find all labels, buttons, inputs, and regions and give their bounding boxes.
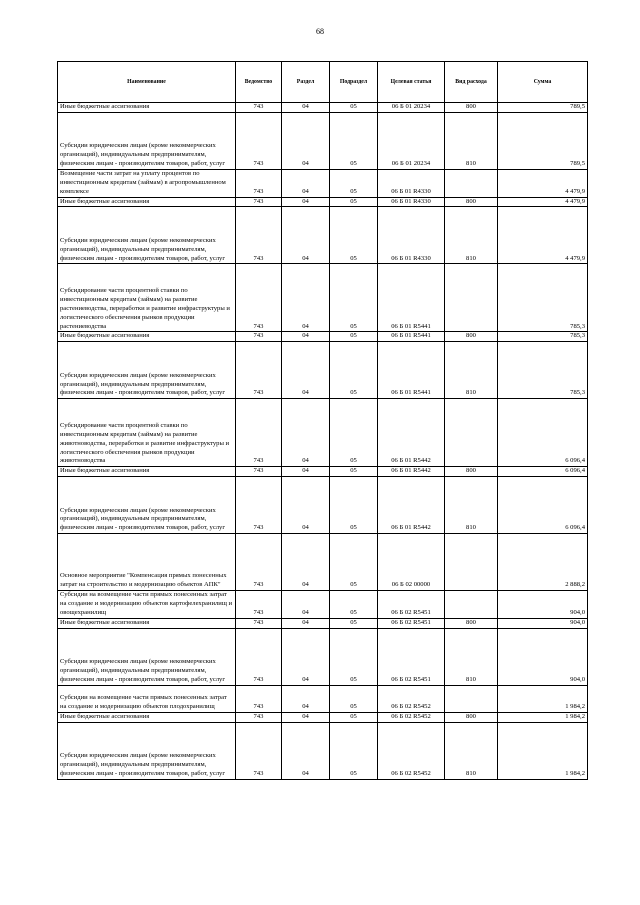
header-target-item: Целевая статья (378, 62, 445, 103)
target-item-cell: 06 Б 01 R5441 (378, 332, 445, 342)
name-cell: Субсидии юридическим лицам (кроме некоммерческих организаций), индивидуальным предпринимателям, физическим лицам - производителям товаров, работ, услуг (58, 477, 236, 534)
department-cell: 743 (236, 342, 282, 399)
table-row (58, 591, 588, 619)
target-item-cell: 06 Б 02 R5451 (378, 628, 445, 685)
target-item-cell: 06 Б 01 R5442 (378, 477, 445, 534)
expense-type-cell: 810 (445, 342, 498, 399)
target-item-cell: 06 Б 01 R4330 (378, 169, 445, 197)
section-cell: 04 (282, 169, 330, 197)
sum-cell: 6 096,4 (498, 399, 588, 467)
name-cell: Субсидии на возмещение части прямых понесенных затрат на создание и модернизацию объектов картофелехранилищ и овощехранилищ (58, 591, 236, 619)
section-cell: 04 (282, 399, 330, 467)
department-cell: 743 (236, 685, 282, 712)
sum-cell: 2 888,2 (498, 534, 588, 591)
page-number: 68 (316, 27, 324, 36)
header-subsection: Подраздел (330, 62, 378, 103)
section-cell: 04 (282, 342, 330, 399)
table-row (58, 628, 588, 685)
section-cell: 04 (282, 685, 330, 712)
expense-type-cell: 800 (445, 618, 498, 628)
budget-table (57, 61, 588, 780)
sum-cell: 1 984,2 (498, 712, 588, 722)
name-cell: Субсидирование части процентной ставки по инвестиционным кредитам (займам) на развитие растениеводства, переработки и развитие инфраструктуры и логистического обеспечения рынков продукции растениеводства (58, 264, 236, 332)
name-cell: Субсидии юридическим лицам (кроме некоммерческих организаций), индивидуальным предпринимателям, физическим лицам - производителям товаров, работ, услуг (58, 628, 236, 685)
expense-type-cell: 810 (445, 722, 498, 779)
table-row (58, 467, 588, 477)
sum-cell: 6 096,4 (498, 467, 588, 477)
target-item-cell: 06 Б 01 20234 (378, 103, 445, 113)
table-row (58, 722, 588, 779)
sum-cell: 904,0 (498, 618, 588, 628)
sum-cell: 904,0 (498, 628, 588, 685)
subsection-cell: 05 (330, 477, 378, 534)
subsection-cell: 05 (330, 591, 378, 619)
subsection-cell: 05 (330, 169, 378, 197)
target-item-cell: 06 Б 01 20234 (378, 112, 445, 169)
section-cell: 04 (282, 477, 330, 534)
expense-type-cell (445, 591, 498, 619)
subsection-cell: 05 (330, 264, 378, 332)
subsection-cell: 05 (330, 112, 378, 169)
target-item-cell: 06 Б 01 R4330 (378, 197, 445, 207)
sum-cell: 4 479,9 (498, 169, 588, 197)
sum-cell: 789,5 (498, 112, 588, 169)
subsection-cell: 05 (330, 197, 378, 207)
section-cell: 04 (282, 712, 330, 722)
section-cell: 04 (282, 207, 330, 264)
subsection-cell: 05 (330, 207, 378, 264)
table-header-row (58, 62, 588, 103)
sum-cell: 1 984,2 (498, 722, 588, 779)
section-cell: 04 (282, 332, 330, 342)
header-sum: Сумма (498, 62, 588, 103)
subsection-cell: 05 (330, 467, 378, 477)
name-cell: Субсидии юридическим лицам (кроме некоммерческих организаций), индивидуальным предпринимателям, физическим лицам - производителям товаров, работ, услуг (58, 722, 236, 779)
department-cell: 743 (236, 712, 282, 722)
sum-cell: 785,3 (498, 264, 588, 332)
department-cell: 743 (236, 591, 282, 619)
subsection-cell: 05 (330, 399, 378, 467)
expense-type-cell: 800 (445, 103, 498, 113)
section-cell: 04 (282, 628, 330, 685)
header-department: Ведомство (236, 62, 282, 103)
name-cell: Субсидии на возмещение части прямых понесенных затрат на создание и модернизацию объектов плодохранилищ (58, 685, 236, 712)
table-row (58, 712, 588, 722)
sum-cell: 4 479,9 (498, 197, 588, 207)
name-cell: Субсидии юридическим лицам (кроме некоммерческих организаций), индивидуальным предпринимателям, физическим лицам - производителям товаров, работ, услуг (58, 207, 236, 264)
target-item-cell: 06 Б 02 R5452 (378, 722, 445, 779)
name-cell: Иные бюджетные ассигнования (58, 103, 236, 113)
expense-type-cell: 800 (445, 712, 498, 722)
expense-type-cell (445, 534, 498, 591)
department-cell: 743 (236, 399, 282, 467)
sum-cell: 789,5 (498, 103, 588, 113)
name-cell: Иные бюджетные ассигнования (58, 197, 236, 207)
name-cell: Иные бюджетные ассигнования (58, 467, 236, 477)
table-row (58, 477, 588, 534)
target-item-cell: 06 Б 01 R5442 (378, 467, 445, 477)
section-cell: 04 (282, 112, 330, 169)
department-cell: 743 (236, 169, 282, 197)
name-cell: Субсидирование части процентной ставки по инвестиционным кредитам (займам) на развитие животноводства, переработки и развитие инфраструктуры и логистического обеспечения рынков продукции животноводства (58, 399, 236, 467)
subsection-cell: 05 (330, 342, 378, 399)
expense-type-cell: 810 (445, 477, 498, 534)
expense-type-cell (445, 685, 498, 712)
table-row (58, 197, 588, 207)
expense-type-cell: 800 (445, 197, 498, 207)
target-item-cell: 06 Б 01 R5442 (378, 399, 445, 467)
department-cell: 743 (236, 197, 282, 207)
table-row (58, 618, 588, 628)
name-cell: Основное мероприятие "Компенсация прямых понесенных затрат на строительство и модернизацию объектов АПК" (58, 534, 236, 591)
sum-cell: 1 984,2 (498, 685, 588, 712)
subsection-cell: 05 (330, 712, 378, 722)
department-cell: 743 (236, 112, 282, 169)
target-item-cell: 06 Б 02 R5451 (378, 591, 445, 619)
section-cell: 04 (282, 722, 330, 779)
subsection-cell: 05 (330, 618, 378, 628)
section-cell: 04 (282, 103, 330, 113)
header-expense-type: Вид расхода (445, 62, 498, 103)
department-cell: 743 (236, 534, 282, 591)
department-cell: 743 (236, 207, 282, 264)
header-section: Раздел (282, 62, 330, 103)
department-cell: 743 (236, 722, 282, 779)
sum-cell: 785,3 (498, 342, 588, 399)
sum-cell: 904,0 (498, 591, 588, 619)
department-cell: 743 (236, 332, 282, 342)
name-cell: Иные бюджетные ассигнования (58, 332, 236, 342)
subsection-cell: 05 (330, 628, 378, 685)
expense-type-cell: 800 (445, 332, 498, 342)
expense-type-cell: 810 (445, 628, 498, 685)
name-cell: Иные бюджетные ассигнования (58, 712, 236, 722)
section-cell: 04 (282, 618, 330, 628)
section-cell: 04 (282, 467, 330, 477)
table-row (58, 685, 588, 712)
expense-type-cell: 810 (445, 207, 498, 264)
department-cell: 743 (236, 477, 282, 534)
target-item-cell: 06 Б 01 R5441 (378, 342, 445, 399)
expense-type-cell: 810 (445, 112, 498, 169)
sum-cell: 6 096,4 (498, 477, 588, 534)
expense-type-cell (445, 264, 498, 332)
table-row (58, 103, 588, 113)
target-item-cell: 06 Б 02 R5452 (378, 685, 445, 712)
section-cell: 04 (282, 197, 330, 207)
department-cell: 743 (236, 103, 282, 113)
target-item-cell: 06 Б 02 R5452 (378, 712, 445, 722)
table-row (58, 112, 588, 169)
department-cell: 743 (236, 628, 282, 685)
table-row (58, 534, 588, 591)
target-item-cell: 06 Б 01 R5441 (378, 264, 445, 332)
section-cell: 04 (282, 591, 330, 619)
sum-cell: 785,3 (498, 332, 588, 342)
department-cell: 743 (236, 618, 282, 628)
table-row (58, 169, 588, 197)
target-item-cell: 06 Б 01 R4330 (378, 207, 445, 264)
table-row (58, 399, 588, 467)
table-row (58, 264, 588, 332)
subsection-cell: 05 (330, 534, 378, 591)
table-row (58, 332, 588, 342)
subsection-cell: 05 (330, 332, 378, 342)
expense-type-cell: 800 (445, 467, 498, 477)
target-item-cell: 06 Б 02 R5451 (378, 618, 445, 628)
subsection-cell: 05 (330, 685, 378, 712)
name-cell: Возмещение части затрат на уплату процентов по инвестиционным кредитам (займам) в агропромышленном комплексе (58, 169, 236, 197)
sum-cell: 4 479,9 (498, 207, 588, 264)
subsection-cell: 05 (330, 722, 378, 779)
section-cell: 04 (282, 534, 330, 591)
header-name: Наименование (58, 62, 236, 103)
name-cell: Субсидии юридическим лицам (кроме некоммерческих организаций), индивидуальным предпринимателям, физическим лицам - производителям товаров, работ, услуг (58, 112, 236, 169)
target-item-cell: 06 Б 02 00000 (378, 534, 445, 591)
department-cell: 743 (236, 264, 282, 332)
section-cell: 04 (282, 264, 330, 332)
department-cell: 743 (236, 467, 282, 477)
table-row (58, 207, 588, 264)
table-row (58, 342, 588, 399)
subsection-cell: 05 (330, 103, 378, 113)
expense-type-cell (445, 399, 498, 467)
expense-type-cell (445, 169, 498, 197)
name-cell: Субсидии юридическим лицам (кроме некоммерческих организаций), индивидуальным предпринимателям, физическим лицам - производителям товаров, работ, услуг (58, 342, 236, 399)
name-cell: Иные бюджетные ассигнования (58, 618, 236, 628)
